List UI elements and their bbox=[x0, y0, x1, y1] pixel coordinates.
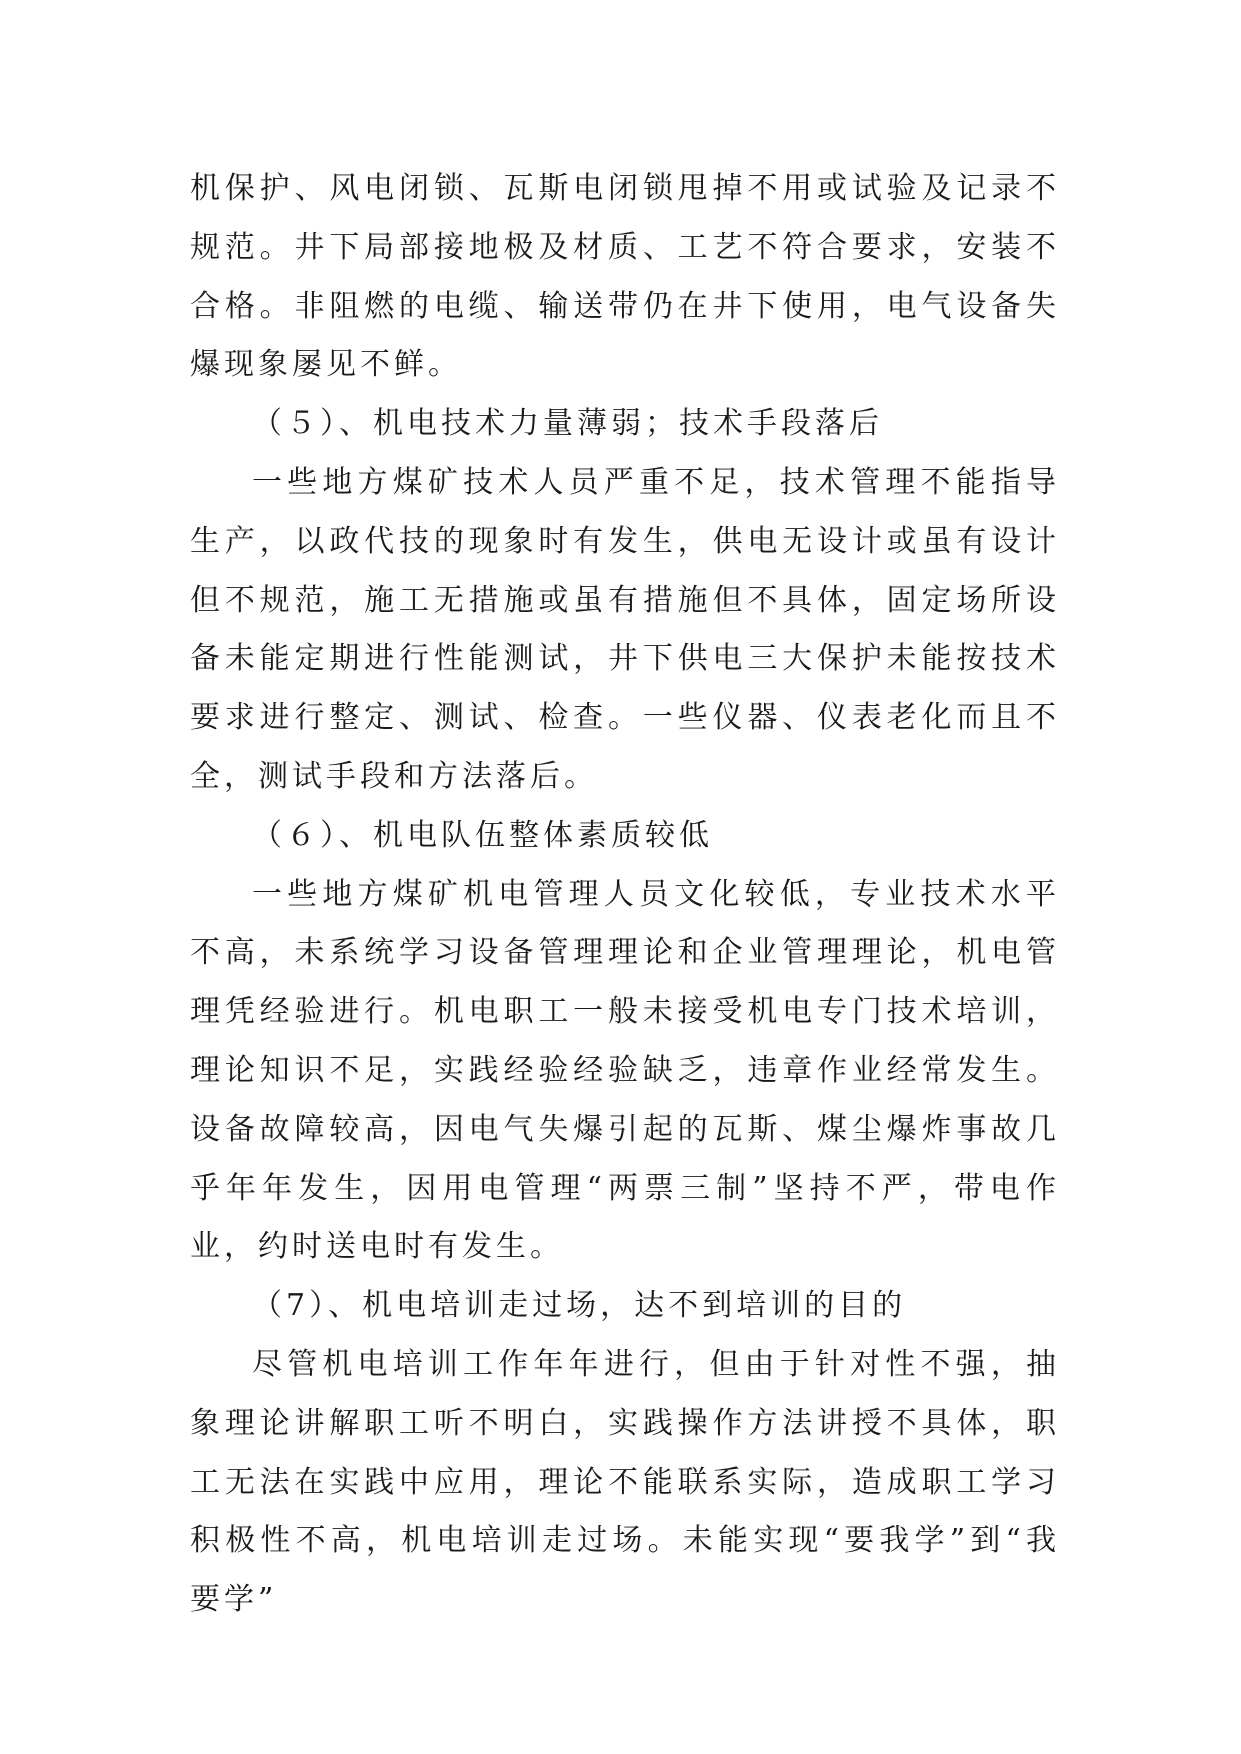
body-paragraph: 一些地方煤矿机电管理人员文化较低，专业技术水平不高，未系统学习设备管理理论和企业管理理论，机电管理凭经验进行。机电职工一般未接受机电专门技术培训，理论知识不足，实践经验经验缺乏，违章作业经常发生。设备故障较高，因电气失爆引起的瓦斯、煤尘爆炸事故几乎年年发生，因用电管理“两票三制”坚持不严，带电作业，约时送电时有发生。 bbox=[190, 876, 1060, 1265]
section-heading-7: （7）、机电培训走过场，达不到培训的目的 bbox=[252, 1288, 907, 1324]
body-paragraph: 尽管机电培训工作年年进行，但由于针对性不强，抽象理论讲解职工听不明白，实践操作方法讲授不具体，职工无法在实践中应用，理论不能联系实际，造成职工学习积极性不高，机电培训走过场。未能实现“要我学”到“我要学” bbox=[190, 1346, 1060, 1618]
document-body bbox=[190, 160, 1060, 1630]
section-heading-5: （５）、机电技术力量薄弱；技术手段落后 bbox=[252, 406, 883, 442]
section-heading-6: （６）、机电队伍整体素质较低 bbox=[252, 817, 713, 853]
body-paragraph: 一些地方煤矿技术人员严重不足，技术管理不能指导生产，以政代技的现象时有发生，供电无设计或虽有设计但不规范，施工无措施或虽有措施但不具体，固定场所设备未能定期进行性能测试，井下供电三大保护未能按技术要求进行整定、测试、检查。一些仪器、仪表老化而且不全，测试手段和方法落后。 bbox=[190, 464, 1060, 794]
body-paragraph: 机保护、风电闭锁、瓦斯电闭锁甩掉不用或试验及记录不规范。井下局部接地极及材质、工艺不符合要求，安装不合格。非阻燃的电缆、输送带仍在井下使用，电气设备失爆现象屡见不鲜。 bbox=[190, 171, 1060, 383]
